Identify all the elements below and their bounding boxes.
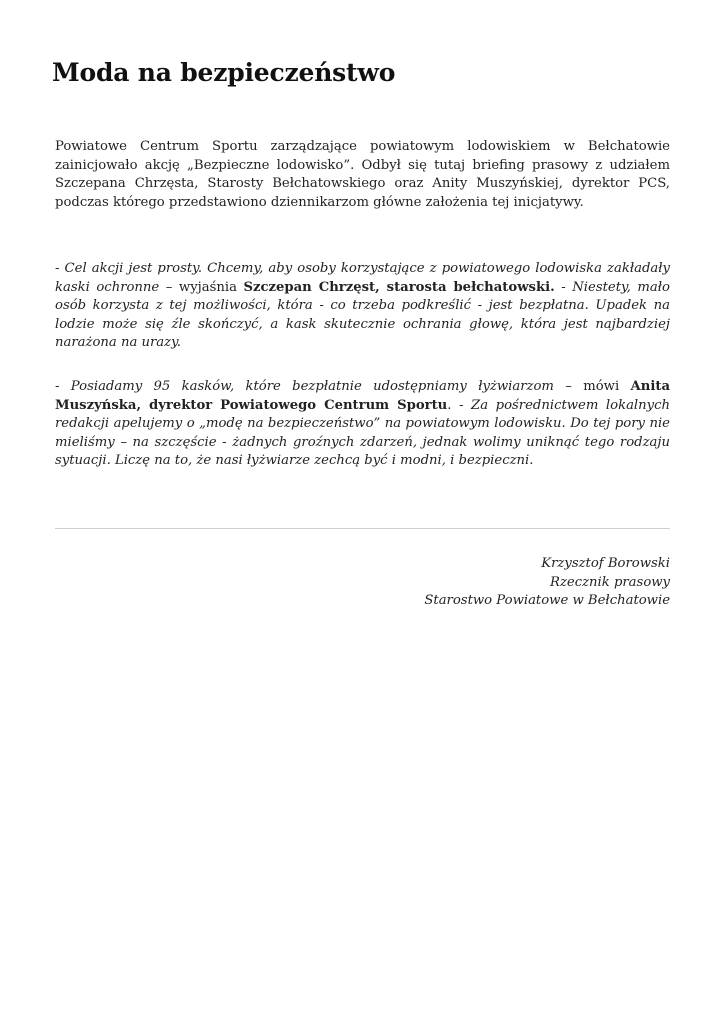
signature-name: Krzysztof Borowski <box>541 556 670 571</box>
quote1-attribution: – wyjaśnia <box>159 279 244 295</box>
signature-office: Starostwo Powiatowe w Bełchatowie <box>424 593 670 608</box>
signature-role: Rzecznik prasowy <box>550 574 670 590</box>
quote1-speaker: Szczepan Chrzęst, starosta bełchatowski. <box>243 279 555 295</box>
quote1-part1: - Cel akcji jest prosty. Chcemy, aby osoby korzystające z powiatowego lodowiska zakładały kaski ochronne <box>55 261 670 295</box>
quote2-part1: - Posiadamy 95 kasków, które bezpłatnie udostępniamy łyżwiarzom <box>55 379 554 394</box>
quote2-speaker: Anita Muszyńska, dyrektor Powiatowego Centrum Sportu <box>55 379 671 413</box>
quote1-part2: - Niestety, mało osób korzysta z tej możliwości, która - co trzeba podkreślić - jest bezpłatna. Upadek na lodzie może się źle skończyć, a kask skutecznie ochrania głowę, która jest najbardziej narażona na urazy. <box>55 279 670 350</box>
divider <box>55 528 670 529</box>
article-title: Moda na bezpieczeństwo <box>52 58 396 87</box>
quote-paragraph-2 <box>55 378 670 471</box>
quote-paragraph-1 <box>55 260 670 353</box>
quote2-part2: - Za pośrednictwem lokalnych redakcji apelujemy o „modę na bezpieczeństwo” na powiatowym lodowisku. Do tej pory nie mieliśmy – na szczęście - żadnych groźnych zdarzeń, jednak wolimy uniknąć tego rodzaju sytuacji. Liczę na to, że nasi łyżwiarze zechcą być i modni, i bezpieczni. <box>55 397 670 468</box>
intro-paragraph: Powiatowe Centrum Sportu zarządzające powiatowym lodowiskiem w Bełchatowie zainicjowało akcję „Bezpieczne lodowisko”. Odbył się tutaj briefing prasowy z udziałem Szczepana Chrzęsta, Starosty Bełchatowskiego oraz Anity Muszyńskiej, dyrektor PCS, podczas którego przedstawiono dziennikarzom główne założenia tej inicjatywy. <box>55 139 670 210</box>
quote2-attribution: – mówi <box>553 379 631 394</box>
signature-block <box>424 555 670 611</box>
quote2-separator: . <box>447 397 460 413</box>
